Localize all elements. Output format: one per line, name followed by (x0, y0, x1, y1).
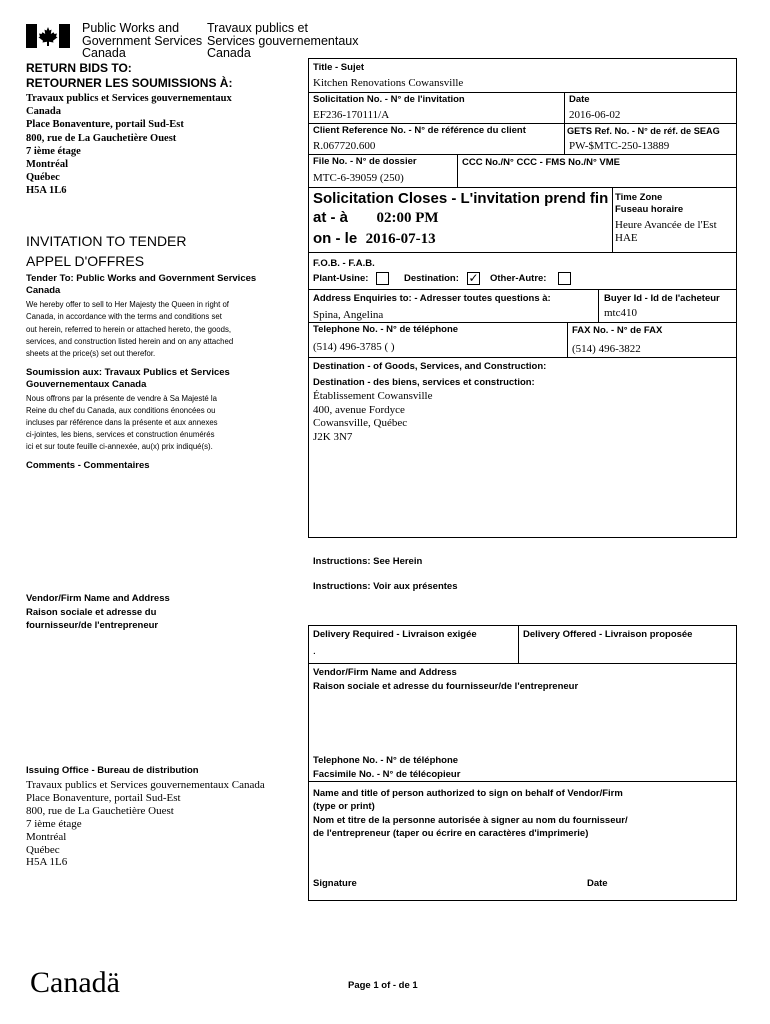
page-number: Page 1 of - de 1 (348, 980, 418, 991)
closing-time-value: 02:00 PM (376, 210, 439, 226)
closing-date-row (313, 230, 436, 248)
tender-to-text: We hereby offer to sell to Her Majesty the Queen in right of Canada, in accordance with the terms and conditions set out herein, referred to herein or attached hereto, the goods, services, and construction listed herein and on any attached sheets at the price(s) set out therefor. (26, 300, 234, 359)
address-enquiries-value: Spina, Angelina (313, 309, 384, 321)
canada-flag-logo (26, 24, 70, 48)
file-number-value: MTC-6-39059 (250) (313, 172, 404, 184)
soumission-label: Soumission aux: Travaux Publics et Services Gouvernementaux Canada (26, 367, 230, 390)
ccc-label: CCC No./N° CCC - FMS No./N° VME (462, 157, 621, 168)
department-name-en: Public Works and Government Services Canada (82, 21, 203, 60)
time-zone-value: Heure Avancée de l'Est HAE (615, 219, 717, 244)
solicitation-value: EF236-170111/A (313, 109, 390, 121)
other-checkbox[interactable] (558, 272, 571, 285)
buyer-id-value: mtc410 (604, 307, 637, 319)
fob-label: F.O.B. - F.A.B. (313, 258, 375, 269)
telephone-label: Telephone No. - N° de téléphone (313, 324, 459, 335)
client-reference-label: Client Reference No. - N° de référence du client (313, 125, 526, 136)
telephone-value: (514) 496-3785 ( ) (313, 341, 395, 353)
closing-date-value: 2016-07-13 (365, 231, 436, 247)
issuing-office-address: Travaux publics et Services gouvernementaux Canada Place Bonaventure, portail Sud-Est 800, rue de La Gauchetière Ouest 7 ième étage Montréal Québec H5A 1L6 (26, 779, 265, 869)
soumission-text: Nous offrons par la présente de vendre à Sa Majesté la Reine du chef du Canada, aux conditions énoncées ou incluses par référence dans la présente et aux annexes ci-jointes, les biens, services et construction énumérés ici et sur toute feuille ci-annexée, au(x) prix indiqué(s). (26, 394, 218, 452)
buyer-id-label: Buyer Id - Id de l'acheteur (604, 293, 720, 304)
destination-checkbox[interactable] (467, 272, 480, 285)
gets-value: PW-$MTC-250-13889 (569, 140, 670, 152)
plant-checkbox[interactable] (376, 272, 389, 285)
other-label: Other-Autre: (490, 273, 547, 284)
title-label: Title - Sujet (313, 62, 365, 73)
invitation-heading: INVITATION TO TENDER APPEL D'OFFRES (26, 233, 187, 269)
on-label: on - le (313, 230, 358, 247)
fax-value: (514) 496-3822 (572, 343, 641, 355)
closing-time-row (313, 209, 439, 227)
delivery-required-value: . (313, 645, 316, 657)
date-label: Date (569, 94, 590, 105)
destination-goods-label: Destination - of Goods, Services, and Construction: Destination - des biens, services et construction: (313, 361, 547, 388)
file-number-label: File No. - N° de dossier (313, 156, 417, 167)
telephone-facsimile-label: Telephone No. - N° de téléphone Facsimile No. - N° de télécopieur (313, 755, 461, 780)
date-value: 2016-06-02 (569, 109, 621, 121)
delivery-offered-label: Delivery Offered - Livraison proposée (523, 629, 693, 640)
at-label: at - à (313, 209, 349, 226)
address-enquiries-label: Address Enquiries to: - Adresser toutes questions à: (313, 293, 551, 304)
instructions-en: Instructions: See Herein (313, 556, 423, 567)
fax-label: FAX No. - N° de FAX (572, 325, 663, 336)
destination-label: Destination: (404, 273, 459, 284)
gets-label: GETS Ref. No. - N° de réf. de SEAG (567, 126, 720, 136)
plant-label: Plant-Usine: (313, 273, 369, 284)
client-reference-value: R.067720.600 (313, 140, 376, 152)
department-name-fr: Travaux publics et Services gouvernementaux Canada (207, 21, 359, 60)
signature-label: Signature (313, 878, 357, 889)
checkmark-icon: ✓ (468, 271, 479, 285)
delivery-required-label: Delivery Required - Livraison exigée (313, 629, 477, 640)
solicitation-closes-label: Solicitation Closes - L'invitation prend fin (313, 190, 609, 207)
comments-label: Comments - Commentaires (26, 460, 150, 471)
return-bids-address: Travaux publics et Services gouvernementaux Canada Place Bonaventure, portail Sud-Est 800, rue de La Gauchetière Ouest 7 ième étage Montréal Québec H5A 1L6 (26, 93, 232, 197)
canada-wordmark: Canadä (30, 966, 120, 999)
return-bids-heading: RETURN BIDS TO: RETOURNER LES SOUMISSIONS À: (26, 61, 233, 90)
time-zone-label: Time Zone Fuseau horaire (615, 192, 684, 215)
tender-to-label: Tender To: Public Works and Government Services Canada (26, 273, 257, 296)
destination-goods-address: Établissement Cowansville 400, avenue Fordyce Cowansville, Québec J2K 3N7 (313, 390, 433, 443)
signature-date-label: Date (587, 878, 608, 889)
authorized-person-label: Name and title of person authorized to sign on behalf of Vendor/Firm (type or print) Nom et titre de la personne autorisée à signer au nom du fournisseur/ de l'entrepreneur (taper ou écrire en caractères d'imprimerie) (313, 788, 628, 839)
solicitation-label: Solicitation No. - N° de l'invitation (313, 94, 465, 105)
instructions-fr: Instructions: Voir aux présentes (313, 581, 458, 592)
title-value: Kitchen Renovations Cowansville (313, 77, 464, 89)
vendor-firm-label: Vendor/Firm Name and Address Raison sociale et adresse du fournisseur/de l'entrepreneur (313, 667, 579, 692)
issuing-office-label: Issuing Office - Bureau de distribution (26, 765, 199, 776)
vendor-firm-label-left: Vendor/Firm Name and Address Raison sociale et adresse du fournisseur/de l'entrepreneur (26, 593, 170, 631)
